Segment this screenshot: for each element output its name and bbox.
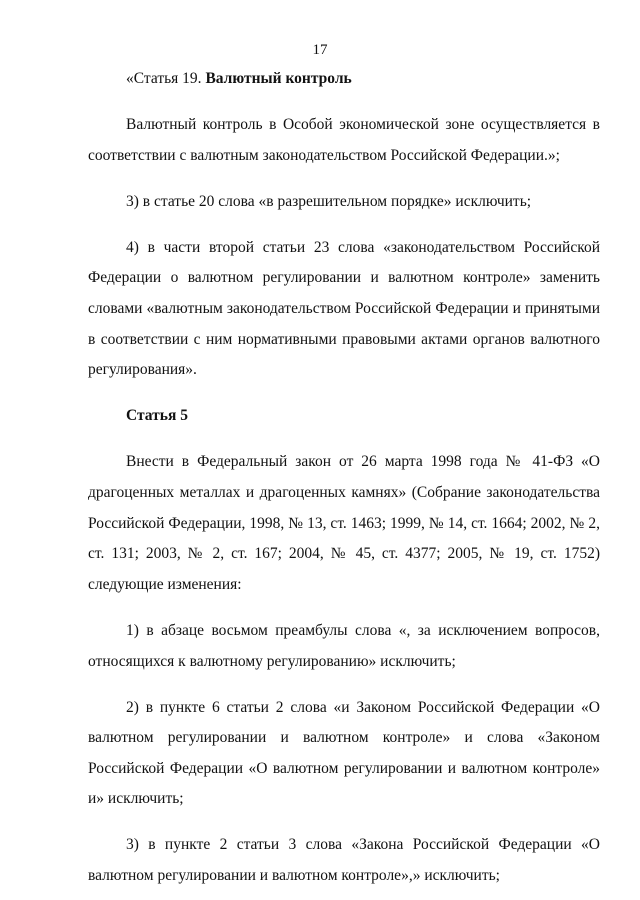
paragraph-item-1-preamble: 1) в абзаце восьмом преамбулы слова «, за исключением вопросов, относящихся к валютному регулированию» исключить; [88,621,600,670]
page-number: 17 [312,42,328,58]
article-5-title: Статья 5 [126,407,188,425]
paragraph-item-3-article-3: 3) в пункте 2 статьи 3 слова «Закона Российской Федерации «О валютном регулировании и валютном контроле»,» исключить; [88,836,600,885]
document-body [88,64,600,892]
paragraph-currency-control: Валютный контроль в Особой экономической зоне осуществляется в соответствии с валютным законодательством Российской Федерации.»; [88,116,600,164]
paragraph-item-2-article-2: 2) в пункте 6 статьи 2 слова «и Законом Российской Федерации «О валютном регулировании и валютном контроле» и слова «Законом Российской Федерации «О валютном регулировании и валютном контроле» и» исключить; [88,698,600,808]
article-19-heading [88,64,600,95]
paragraph-federal-law-amendment: Внести в Федеральный закон от 26 марта 1998 года № 41-ФЗ «О драгоценных металлах и драгоценных камнях» (Собрание законодательства Российской Федерации, 1998, № 13, ст. 1463; 1999, № 14, ст. 1664; 2002, № 2, ст. 131; 2003, № 2, ст. 167; 2004, № 45, ст. 4377; 2005, № 19, ст. 1752) следующие изменения: [88,453,600,593]
article-5-heading [88,401,600,432]
paragraph-item-4-article-23: 4) в части второй статьи 23 слова «законодательством Российской Федерации о валютном регулировании и валютном контроле» заменить словами «валютным законодательством Российской Федерации и принятыми в соответствии с ним нормативными правовыми актами органов валютного регулирования». [88,238,600,379]
article-19-prefix: «Статья 19. [126,70,206,87]
paragraph-item-3-article-20: 3) в статье 20 слова «в разрешительном порядке» исключить; [126,192,532,210]
article-19-title: Валютный контроль [205,70,352,87]
